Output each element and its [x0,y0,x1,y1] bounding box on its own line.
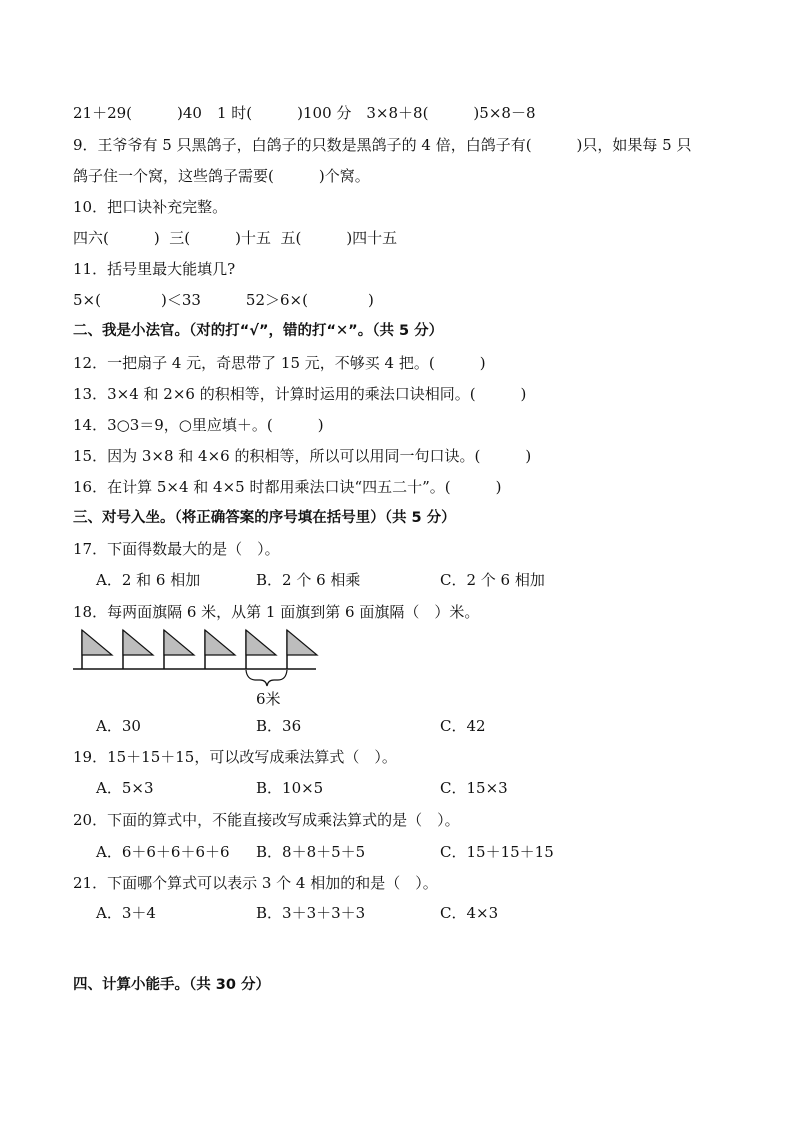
question-17: 17．下面得数最大的是（ ）。 [73,540,280,558]
flag-2 [123,630,153,669]
flag-1 [82,630,112,669]
question-18-option-a: A．30 [96,717,141,735]
question-11-blanks: 5×( )＜33 52＞6×( ) [73,291,374,309]
question-12: 12．一把扇子 4 元，奇思带了 15 元，不够买 4 把。( ) [73,354,486,372]
question-19-option-b: B．10×5 [256,779,324,797]
question-20: 20．下面的算式中，不能直接改写成乘法算式的是（ ）。 [73,811,460,829]
question-9-line-2: 鸽子住一个窝，这些鸽子需要( )个窝。 [73,167,370,185]
section-2-heading: 二、我是小法官。（对的打“√”，错的打“✕”。（共 5 分） [73,323,444,339]
flags-figure [70,622,330,712]
question-21-option-b: B．3＋3＋3＋3 [256,904,366,922]
distance-brace [246,670,287,686]
question-18-option-c: C．42 [440,717,486,735]
question-13: 13．3×4 和 2×6 的积相等，计算时运用的乘法口诀相同。( ) [73,385,527,403]
question-10: 10．把口诀补充完整。 [73,198,228,216]
question-17-option-a: A．2 和 6 相加 [96,571,201,589]
flag-3 [164,630,194,669]
question-20-option-b: B．8＋8＋5＋5 [256,843,366,861]
question-10-blanks: 四六( ) 三( )十五 五( )四十五 [73,229,398,247]
distance-label: 6米 [256,690,281,708]
question-18: 18．每两面旗隔 6 米，从第 1 面旗到第 6 面旗隔（ ）米。 [73,603,480,621]
question-9-line-1: 9．王爷爷有 5 只黑鸽子，白鸽子的只数是黑鸽子的 4 倍，白鸽子有( )只，如果每 5 只 [73,136,692,154]
fill-blank-comparisons: 21＋29( )40 1 时( )100 分 3×8＋8( )5×8－8 [73,104,536,122]
question-21-option-c: C．4×3 [440,904,499,922]
section-3-heading: 三、对号入坐。（将正确答案的序号填在括号里）（共 5 分） [73,510,456,526]
question-19-option-c: C．15×3 [440,779,508,797]
flag-6 [287,630,317,669]
section-4-heading: 四、计算小能手。（共 30 分） [73,977,271,993]
question-11: 11．括号里最大能填几? [73,260,236,278]
flag-5 [246,630,276,669]
question-19: 19．15＋15＋15，可以改写成乘法算式（ ）。 [73,748,397,766]
question-18-option-b: B．36 [256,717,302,735]
question-21: 21．下面哪个算式可以表示 3 个 4 相加的和是（ ）。 [73,874,438,892]
question-17-option-c: C．2 个 6 相加 [440,571,545,589]
question-14: 14．3○3＝9，○里应填＋。( ) [73,416,324,434]
question-15: 15．因为 3×8 和 4×6 的积相等，所以可以用同一句口诀。( ) [73,447,532,465]
question-21-option-a: A．3＋4 [96,904,156,922]
question-20-option-c: C．15＋15＋15 [440,843,554,861]
question-16: 16．在计算 5×4 和 4×5 时都用乘法口诀“四五二十”。( ) [73,478,502,496]
flag-4 [205,630,235,669]
question-19-option-a: A．5×3 [96,779,154,797]
question-17-option-b: B．2 个 6 相乘 [256,571,361,589]
question-20-option-a: A．6＋6＋6＋6＋6 [96,843,230,861]
